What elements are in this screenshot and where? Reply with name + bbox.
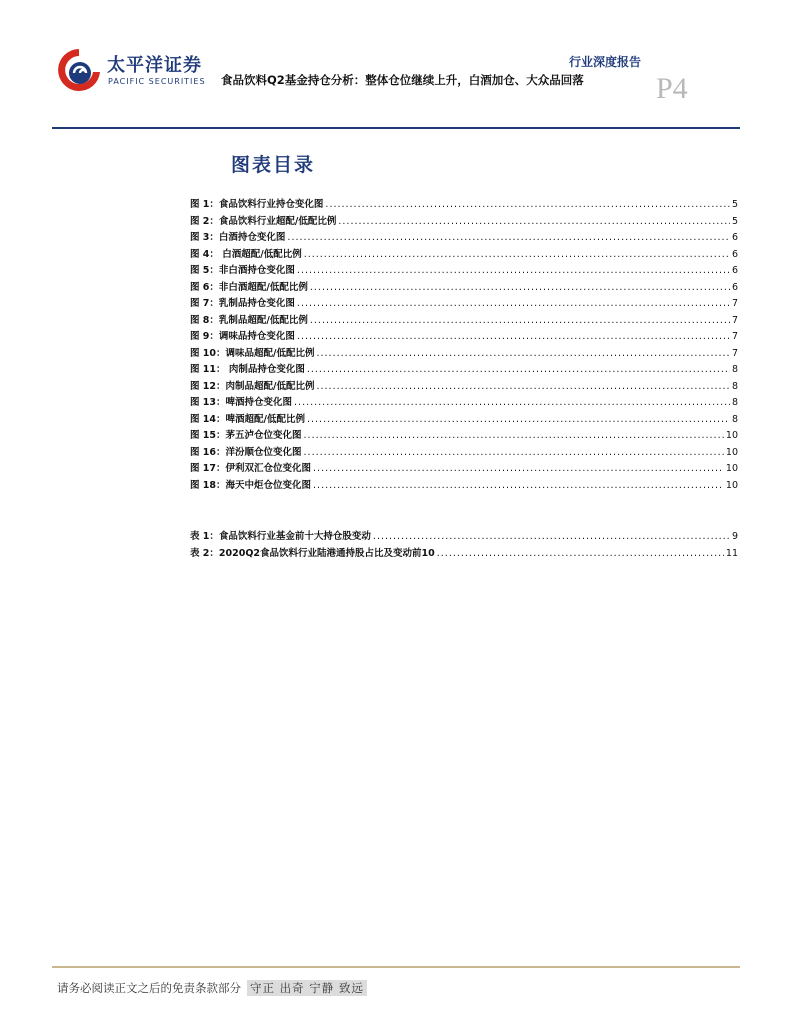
toc-figure-entry-page: 7 [731, 298, 738, 309]
toc-leader-dots [297, 265, 730, 276]
toc-figure-entry[interactable] [190, 196, 738, 213]
toc-figure-entry[interactable] [190, 279, 738, 296]
toc-figure-entry-page: 10 [725, 463, 738, 474]
toc-leader-dots [304, 430, 724, 441]
toc-leader-dots [310, 282, 730, 293]
brand-name-en: PACIFIC SECURITIES [108, 77, 206, 86]
figure-toc-list [190, 196, 738, 493]
footer-divider [52, 966, 740, 968]
report-title: 食品饮料Q2基金持仓分析：整体仓位继续上升，白酒加仓、大众品回落 [221, 73, 584, 87]
toc-table-entry[interactable] [190, 545, 738, 562]
table-toc-list [190, 528, 738, 561]
toc-leader-dots [304, 447, 724, 458]
toc-figure-entry-page: 8 [731, 397, 738, 408]
toc-figure-entry-label: 图 13：啤酒持仓变化图 [190, 397, 293, 408]
toc-figure-entry[interactable] [190, 246, 738, 263]
toc-leader-dots [294, 397, 730, 408]
header-divider [52, 127, 740, 129]
toc-leader-dots [307, 364, 730, 375]
toc-figure-entry[interactable] [190, 328, 738, 345]
toc-figure-entry-page: 7 [731, 331, 738, 342]
toc-figure-entry[interactable] [190, 378, 738, 395]
toc-figure-entry-page: 10 [725, 430, 738, 441]
toc-figure-entry-label: 图 9：调味品持仓变化图 [190, 331, 295, 342]
toc-figure-entry-label: 图 11： 肉制品持仓变化图 [190, 364, 305, 375]
toc-leader-dots [297, 298, 730, 309]
toc-figure-entry[interactable] [190, 411, 738, 428]
toc-leader-dots [304, 249, 730, 260]
toc-figure-entry-page: 5 [731, 215, 738, 227]
toc-figure-entry[interactable] [190, 444, 738, 461]
footer-motto: 守正 出奇 宁静 致远 [247, 980, 367, 996]
toc-figure-entry-page: 10 [725, 479, 738, 491]
toc-figure-entry-page: 5 [731, 199, 738, 210]
toc-table-entry[interactable] [190, 528, 738, 545]
toc-figure-entry[interactable] [190, 427, 738, 444]
footer-disclaimer: 请务必阅读正文之后的免责条款部分 [57, 981, 241, 995]
toc-figure-entry[interactable] [190, 477, 738, 494]
toc-figure-entry-label: 图 1：食品饮料行业持仓变化图 [190, 199, 324, 210]
toc-leader-dots [307, 414, 730, 425]
toc-leader-dots [287, 232, 730, 243]
toc-figure-entry-page: 10 [725, 446, 738, 458]
toc-figure-entry[interactable] [190, 229, 738, 246]
toc-leader-dots [325, 199, 730, 210]
toc-leader-dots [313, 463, 724, 474]
toc-figure-entry-label: 图 4： 白酒超配/低配比例 [190, 248, 302, 260]
toc-table-entry-page: 9 [731, 531, 738, 542]
toc-table-entry-label: 表 1：食品饮料行业基金前十大持仓股变动 [190, 531, 371, 542]
toc-figure-entry-page: 7 [731, 347, 738, 359]
page-number: P4 [656, 72, 688, 105]
toc-figure-entry[interactable] [190, 213, 738, 230]
toc-figure-entry-page: 6 [731, 281, 738, 293]
company-logo [55, 46, 215, 96]
toc-figure-entry-label: 图 7：乳制品持仓变化图 [190, 298, 295, 309]
toc-leader-dots [437, 548, 724, 559]
toc-figure-entry-label: 图 14：啤酒超配/低配比例 [190, 413, 305, 425]
toc-figure-entry[interactable] [190, 361, 738, 378]
footer [57, 980, 367, 996]
toc-heading: 图表目录 [231, 154, 316, 176]
toc-figure-entry-label: 图 3：白酒持仓变化图 [190, 232, 286, 243]
toc-figure-entry-label: 图 12：肉制品超配/低配比例 [190, 380, 315, 392]
toc-figure-entry-page: 6 [731, 248, 738, 260]
toc-leader-dots [297, 331, 730, 342]
toc-figure-entry-page: 8 [731, 364, 738, 375]
toc-figure-entry-page: 6 [731, 232, 738, 243]
toc-figure-entry-label: 图 10：调味品超配/低配比例 [190, 347, 315, 359]
toc-figure-entry-label: 图 17：伊利双汇仓位变化图 [190, 463, 312, 474]
toc-figure-entry[interactable] [190, 262, 738, 279]
toc-leader-dots [317, 381, 730, 392]
toc-figure-entry-page: 8 [731, 380, 738, 392]
toc-leader-dots [310, 315, 730, 326]
brand-name-cn: 太平洋证券 [107, 55, 202, 76]
toc-figure-entry-page: 8 [731, 413, 738, 425]
toc-table-entry-label: 表 2：2020Q2食品饮料行业陆港通持股占比及变动前10 [190, 547, 435, 559]
toc-figure-entry-page: 7 [731, 314, 738, 326]
toc-figure-entry-label: 图 5：非白酒持仓变化图 [190, 265, 295, 276]
toc-figure-entry[interactable] [190, 460, 738, 477]
toc-figure-entry[interactable] [190, 345, 738, 362]
toc-figure-entry[interactable] [190, 312, 738, 329]
toc-figure-entry-label: 图 8：乳制品超配/低配比例 [190, 314, 308, 326]
report-type-label: 行业深度报告 [568, 55, 641, 69]
toc-figure-entry-label: 图 15：茅五泸仓位变化图 [190, 430, 302, 441]
toc-figure-entry-label: 图 6：非白酒超配/低配比例 [190, 281, 308, 293]
toc-figure-entry-label: 图 16：洋汾顺仓位变化图 [190, 446, 302, 458]
pacific-securities-logo-icon [55, 46, 103, 96]
toc-figure-entry-label: 图 2：食品饮料行业超配/低配比例 [190, 215, 337, 227]
toc-figure-entry[interactable] [190, 295, 738, 312]
toc-leader-dots [317, 348, 730, 359]
toc-table-entry-page: 11 [725, 547, 738, 559]
toc-leader-dots [313, 480, 724, 491]
toc-figure-entry-label: 图 18：海天中炬仓位变化图 [190, 479, 312, 491]
toc-figure-entry-page: 6 [731, 265, 738, 276]
toc-figure-entry[interactable] [190, 394, 738, 411]
toc-leader-dots [338, 216, 730, 227]
toc-leader-dots [373, 531, 730, 542]
